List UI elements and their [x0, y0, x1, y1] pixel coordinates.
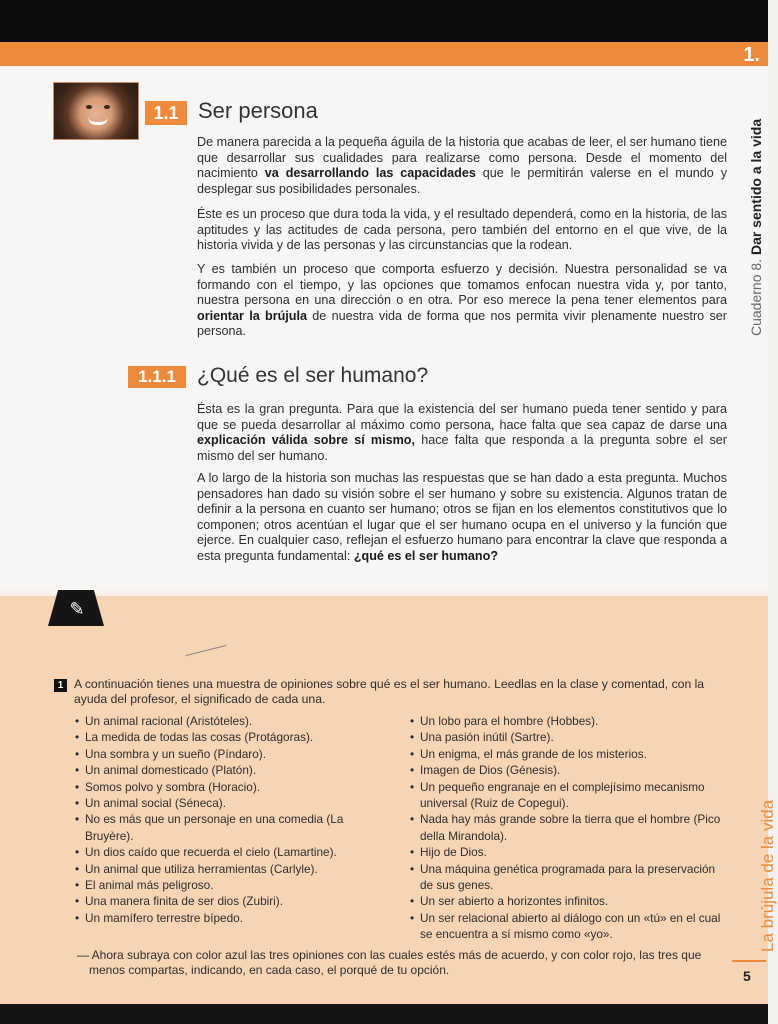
list-item: • Un enigma, el más grande de los misterios.	[410, 746, 730, 762]
bottom-dark-strip	[0, 1004, 768, 1024]
page-number: 5	[743, 968, 751, 984]
list-item: • Un pequeño engranaje en el complejísimo mecanismo universal (Ruiz de Copegui).	[410, 779, 730, 812]
list-item: • Un animal racional (Aristóteles).	[75, 713, 395, 729]
list-item: • Somos polvo y sombra (Horacio).	[75, 779, 395, 795]
list-item: • Una sombra y un sueño (Píndaro).	[75, 746, 395, 762]
exercise-instruction: — Ahora subraya con color azul las tres opiniones con las cuales estés más de acuerdo, y con color rojo, las tres que menos compartas, indicando, en cada caso, el porqué de tu opción.	[77, 948, 702, 977]
list-item: • Un animal que utiliza herramientas (Carlyle).	[75, 861, 395, 877]
girl-photo	[53, 82, 139, 140]
chapter-number: 1.	[743, 44, 760, 66]
list-item: • Hijo de Dios.	[410, 844, 730, 860]
list-item: • Un ser abierto a horizontes infinitos.	[410, 893, 730, 909]
list-item: • Un animal domesticado (Platón).	[75, 762, 395, 778]
bold-phrase: ¿qué es el ser humano?	[353, 548, 499, 563]
section-paragraph: Éste es un proceso que dura toda la vida, y el resultado dependerá, como en la historia, de las aptitudes y las actitudes de cada persona, pero también del entorno en el que vive, de la historia vivida y de las personas y las circunstancias que la rodean.	[197, 207, 727, 252]
header-band	[0, 42, 768, 66]
sidebar-notebook-title: Cuaderno 8. Dar sentido a la vida	[748, 118, 764, 336]
subsection-paragraph: A lo largo de la historia son muchas las respuestas que se han dado a esta pregunta. Muchos pensadores han dado su visión sobre el ser humano y sobre su existencia. Algunos tratan de definir a la persona en cuanto ser humano; otros se fijan en los elementos constitutivos que lo componen; otros acentúan el lugar que el ser humano ocupa en el universo y la función que ejerce. En cualquier caso, reflejan el esfuerzo humano para encontrar la clave que responda a esta pregunta fundamental: ¿qué es el ser humano?	[197, 471, 727, 563]
sidebar-book-title: La brújula de la vida	[758, 799, 777, 952]
exercise-intro: A continuación tienes una muestra de opiniones sobre qué es el ser humano. Leedlas en la clase y comentad, con la ayuda del profesor, el significado de cada una.	[74, 677, 705, 706]
photo-smile	[88, 117, 108, 125]
subsection-number-badge: 1.1.1	[128, 366, 186, 388]
list-item: • Una pasión inútil (Sartre).	[410, 729, 730, 745]
opinions-list-right	[410, 713, 730, 943]
page-number-rule	[732, 960, 766, 962]
list-item: • Un ser relacional abierto al diálogo con un «tú» en el cual se encuentra a sí mismo como «yo».	[410, 910, 730, 943]
list-item: • Un dios caído que recuerda el cielo (Lamartine).	[75, 844, 395, 860]
section-paragraph: Y es también un proceso que comporta esfuerzo y decisión. Nuestra personalidad se va formando con el tiempo, y las opciones que tomamos enfocan nuestra vida y, por tanto, nuestra persona en una dirección o en otra. Por eso merece la pena tener elementos para orientar la brújula de nuestra vida de forma que nos permita vivir plenamente nuestro ser persona.	[197, 262, 727, 338]
list-item: • El animal más peligroso.	[75, 877, 395, 893]
list-item: • No es más que un personaje en una comedia (La Bruyère).	[75, 811, 395, 844]
top-dark-strip	[0, 0, 768, 42]
subsection-title: ¿Qué es el ser humano?	[197, 364, 429, 387]
section-paragraph: De manera parecida a la pequeña águila de la historia que acabas de leer, el ser humano tiene que desarrollar sus cualidades para realizarse como persona. Desde el momento del nacimiento va desarrollando las capacidades que le permitirán valerse en el mundo y desplegar sus posibilidades personales.	[197, 135, 727, 196]
list-item: • Una manera finita de ser dios (Zubiri).	[75, 893, 395, 909]
list-item: • Una máquina genética programada para la preservación de sus genes.	[410, 861, 730, 894]
list-item: • Un animal social (Séneca).	[75, 795, 395, 811]
photo-eye	[86, 105, 92, 109]
opinions-list-left	[75, 713, 395, 926]
bold-phrase: explicación válida sobre sí mismo,	[197, 433, 415, 447]
bold-phrase: orientar la brújula	[197, 308, 307, 323]
list-item: • Un mamífero terrestre bípedo.	[75, 910, 395, 926]
section-number-badge: 1.1	[145, 101, 187, 125]
list-item: • La medida de todas las cosas (Protágoras).	[75, 729, 395, 745]
list-item: • Nada hay más grande sobre la tierra que el hombre (Pico della Mirandola).	[410, 811, 730, 844]
pencil-icon: ✎	[69, 599, 85, 619]
section-title: Ser persona	[198, 98, 318, 123]
list-item: • Imagen de Dios (Génesis).	[410, 762, 730, 778]
photo-eye	[104, 105, 110, 109]
bold-phrase: va desarrollando las capacidades	[264, 166, 476, 180]
exercise-number: 1	[54, 679, 67, 692]
subsection-paragraph: Ésta es la gran pregunta. Para que la existencia del ser humano pueda tener sentido y para que se pueda desarrollar al máximo como persona, hace falta que sea capaz de darse una explicación válida sobre sí mismo, hace falta que responda a la pregunta sobre el ser mismo del ser humano.	[197, 402, 727, 463]
list-item: • Un lobo para el hombre (Hobbes).	[410, 713, 730, 729]
